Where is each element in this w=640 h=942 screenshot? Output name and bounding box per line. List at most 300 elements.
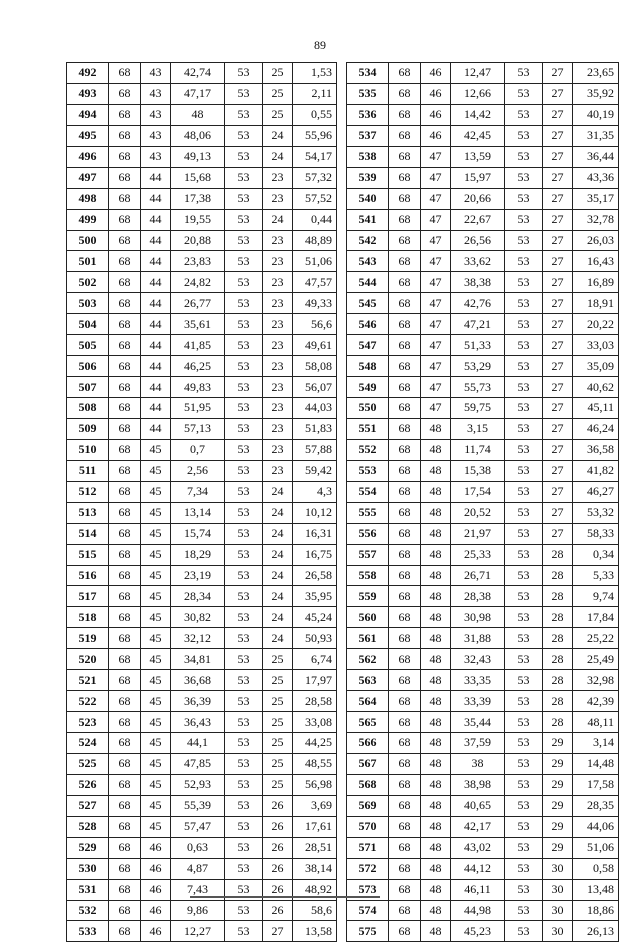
table-row xyxy=(347,167,619,188)
table-cell: 68 xyxy=(389,753,421,774)
table-cell: 18,91 xyxy=(573,293,619,314)
table-row xyxy=(67,167,337,188)
table-cell: 68 xyxy=(109,774,141,795)
table-cell: 68 xyxy=(109,858,141,879)
table-cell: 68 xyxy=(109,691,141,712)
table-cell: 49,61 xyxy=(293,335,337,356)
table-cell: 48 xyxy=(421,418,451,439)
point-number-cell: 557 xyxy=(347,544,389,565)
point-number-cell: 540 xyxy=(347,188,389,209)
table-row xyxy=(67,502,337,523)
table-row xyxy=(67,795,337,816)
point-number-cell: 563 xyxy=(347,670,389,691)
table-cell: 68 xyxy=(389,921,421,942)
table-cell: 57,13 xyxy=(171,418,225,439)
table-cell: 53 xyxy=(505,565,543,586)
point-number-cell: 533 xyxy=(67,921,109,942)
table-cell: 45 xyxy=(141,649,171,670)
table-cell: 53 xyxy=(505,691,543,712)
table-cell: 27 xyxy=(543,209,573,230)
table-cell: 25 xyxy=(263,753,293,774)
point-number-cell: 514 xyxy=(67,523,109,544)
table-cell: 68 xyxy=(389,460,421,481)
table-row xyxy=(347,188,619,209)
point-number-cell: 566 xyxy=(347,733,389,754)
table-cell: 26,71 xyxy=(451,565,505,586)
table-cell: 68 xyxy=(389,774,421,795)
table-cell: 53 xyxy=(505,104,543,125)
table-cell: 45 xyxy=(141,523,171,544)
table-cell: 29 xyxy=(543,733,573,754)
table-cell: 49,33 xyxy=(293,293,337,314)
table-cell: 25 xyxy=(263,774,293,795)
table-row xyxy=(67,460,337,481)
table-cell: 68 xyxy=(109,649,141,670)
point-number-cell: 505 xyxy=(67,335,109,356)
table-cell: 12,66 xyxy=(451,83,505,104)
table-cell: 22,67 xyxy=(451,209,505,230)
table-cell: 68 xyxy=(109,460,141,481)
table-cell: 45 xyxy=(141,460,171,481)
table-cell: 3,14 xyxy=(573,733,619,754)
table-cell: 38,14 xyxy=(293,858,337,879)
table-cell: 68 xyxy=(109,733,141,754)
table-cell: 53 xyxy=(505,837,543,858)
table-cell: 29 xyxy=(543,816,573,837)
table-cell: 23 xyxy=(263,377,293,398)
table-cell: 57,47 xyxy=(171,816,225,837)
point-number-cell: 501 xyxy=(67,251,109,272)
table-cell: 28 xyxy=(543,586,573,607)
table-cell: 53 xyxy=(505,628,543,649)
table-row xyxy=(347,837,619,858)
table-cell: 20,22 xyxy=(573,314,619,335)
table-cell: 24 xyxy=(263,146,293,167)
table-cell: 35,09 xyxy=(573,356,619,377)
point-number-cell: 503 xyxy=(67,293,109,314)
table-cell: 45 xyxy=(141,795,171,816)
table-cell: 53 xyxy=(225,335,263,356)
table-cell: 68 xyxy=(109,523,141,544)
table-cell: 68 xyxy=(389,398,421,419)
table-row xyxy=(347,649,619,670)
table-row xyxy=(347,418,619,439)
table-cell: 53 xyxy=(225,691,263,712)
table-cell: 24 xyxy=(263,125,293,146)
table-cell: 48 xyxy=(421,565,451,586)
table-row xyxy=(347,523,619,544)
point-number-cell: 494 xyxy=(67,104,109,125)
table-cell: 53 xyxy=(505,921,543,942)
table-cell: 48,55 xyxy=(293,753,337,774)
table-cell: 26 xyxy=(263,795,293,816)
point-number-cell: 547 xyxy=(347,335,389,356)
point-number-cell: 518 xyxy=(67,607,109,628)
table-cell: 68 xyxy=(389,83,421,104)
table-cell: 33,62 xyxy=(451,251,505,272)
point-number-cell: 507 xyxy=(67,377,109,398)
table-cell: 53 xyxy=(225,439,263,460)
table-cell: 48 xyxy=(421,670,451,691)
table-row xyxy=(67,188,337,209)
point-number-cell: 536 xyxy=(347,104,389,125)
table-cell: 68 xyxy=(389,795,421,816)
table-cell: 68 xyxy=(389,523,421,544)
table-cell: 45 xyxy=(141,586,171,607)
table-cell: 44 xyxy=(141,167,171,188)
table-cell: 68 xyxy=(389,628,421,649)
table-cell: 68 xyxy=(389,816,421,837)
point-number-cell: 502 xyxy=(67,272,109,293)
table-cell: 58,08 xyxy=(293,356,337,377)
table-cell: 47 xyxy=(421,146,451,167)
point-number-cell: 564 xyxy=(347,691,389,712)
table-row xyxy=(347,900,619,921)
table-cell: 0,7 xyxy=(171,439,225,460)
table-cell: 26,58 xyxy=(293,565,337,586)
table-cell: 53 xyxy=(505,63,543,84)
table-cell: 68 xyxy=(389,900,421,921)
table-cell: 68 xyxy=(389,691,421,712)
table-cell: 53 xyxy=(225,628,263,649)
table-cell: 68 xyxy=(389,356,421,377)
table-cell: 23 xyxy=(263,439,293,460)
table-cell: 45 xyxy=(141,733,171,754)
table-cell: 48 xyxy=(171,104,225,125)
table-cell: 53 xyxy=(225,272,263,293)
table-cell: 44 xyxy=(141,377,171,398)
table-cell: 27 xyxy=(543,230,573,251)
point-number-cell: 496 xyxy=(67,146,109,167)
table-cell: 23,19 xyxy=(171,565,225,586)
table-cell: 56,6 xyxy=(293,314,337,335)
page-bottom-edge xyxy=(190,896,380,898)
table-cell: 23 xyxy=(263,418,293,439)
table-cell: 30,98 xyxy=(451,607,505,628)
table-cell: 13,14 xyxy=(171,502,225,523)
table-cell: 30 xyxy=(543,879,573,900)
table-cell: 25 xyxy=(263,63,293,84)
table-cell: 42,45 xyxy=(451,125,505,146)
table-cell: 28 xyxy=(543,607,573,628)
table-cell: 36,39 xyxy=(171,691,225,712)
table-row xyxy=(67,209,337,230)
table-cell: 45 xyxy=(141,565,171,586)
table-cell: 43 xyxy=(141,146,171,167)
table-cell: 27 xyxy=(543,398,573,419)
table-cell: 28 xyxy=(543,565,573,586)
table-row xyxy=(347,125,619,146)
point-number-cell: 504 xyxy=(67,314,109,335)
table-cell: 45 xyxy=(141,544,171,565)
point-number-cell: 526 xyxy=(67,774,109,795)
table-cell: 55,73 xyxy=(451,377,505,398)
table-cell: 48 xyxy=(421,439,451,460)
table-cell: 44,98 xyxy=(451,900,505,921)
table-cell: 53 xyxy=(505,460,543,481)
point-number-cell: 553 xyxy=(347,460,389,481)
table-cell: 28,51 xyxy=(293,837,337,858)
table-cell: 53 xyxy=(505,753,543,774)
table-cell: 53 xyxy=(505,586,543,607)
table-cell: 4,3 xyxy=(293,481,337,502)
table-cell: 53 xyxy=(225,858,263,879)
table-cell: 28,34 xyxy=(171,586,225,607)
table-cell: 53 xyxy=(225,712,263,733)
table-cell: 23 xyxy=(263,335,293,356)
table-cell: 28 xyxy=(543,628,573,649)
table-row xyxy=(67,733,337,754)
table-row xyxy=(347,774,619,795)
table-cell: 48 xyxy=(421,460,451,481)
point-number-cell: 556 xyxy=(347,523,389,544)
table-cell: 68 xyxy=(109,921,141,942)
table-cell: 26 xyxy=(263,816,293,837)
table-cell: 68 xyxy=(109,439,141,460)
table-cell: 53 xyxy=(505,816,543,837)
table-cell: 26 xyxy=(263,837,293,858)
table-cell: 49,83 xyxy=(171,377,225,398)
table-cell: 27 xyxy=(543,460,573,481)
table-cell: 47 xyxy=(421,335,451,356)
table-row xyxy=(347,586,619,607)
point-number-cell: 497 xyxy=(67,167,109,188)
table-cell: 53 xyxy=(505,272,543,293)
table-row xyxy=(347,230,619,251)
table-cell: 53 xyxy=(225,586,263,607)
table-cell: 36,43 xyxy=(171,712,225,733)
table-cell: 45 xyxy=(141,481,171,502)
table-cell: 68 xyxy=(389,858,421,879)
table-cell: 53 xyxy=(505,774,543,795)
point-number-cell: 541 xyxy=(347,209,389,230)
table-cell: 28 xyxy=(543,670,573,691)
table-cell: 3,15 xyxy=(451,418,505,439)
table-cell: 43,36 xyxy=(573,167,619,188)
table-cell: 25 xyxy=(263,691,293,712)
table-row xyxy=(347,460,619,481)
point-number-cell: 508 xyxy=(67,398,109,419)
table-cell: 16,43 xyxy=(573,251,619,272)
table-cell: 25 xyxy=(263,104,293,125)
table-row xyxy=(347,398,619,419)
table-cell: 7,43 xyxy=(171,879,225,900)
table-cell: 68 xyxy=(389,335,421,356)
table-cell: 42,17 xyxy=(451,816,505,837)
table-cell: 68 xyxy=(389,649,421,670)
table-cell: 46 xyxy=(421,104,451,125)
table-cell: 24 xyxy=(263,544,293,565)
table-cell: 35,92 xyxy=(573,83,619,104)
table-cell: 68 xyxy=(389,251,421,272)
table-cell: 35,44 xyxy=(451,712,505,733)
table-cell: 68 xyxy=(389,209,421,230)
table-cell: 47,85 xyxy=(171,753,225,774)
table-cell: 53 xyxy=(225,398,263,419)
table-cell: 53 xyxy=(225,670,263,691)
table-cell: 53 xyxy=(505,230,543,251)
table-cell: 47 xyxy=(421,293,451,314)
table-cell: 27 xyxy=(543,439,573,460)
table-cell: 6,74 xyxy=(293,649,337,670)
table-cell: 44,12 xyxy=(451,858,505,879)
table-cell: 27 xyxy=(543,83,573,104)
table-cell: 68 xyxy=(389,377,421,398)
table-cell: 34,81 xyxy=(171,649,225,670)
table-cell: 26,03 xyxy=(573,230,619,251)
table-cell: 47,21 xyxy=(451,314,505,335)
table-cell: 53 xyxy=(505,544,543,565)
table-cell: 24,82 xyxy=(171,272,225,293)
table-cell: 12,47 xyxy=(451,63,505,84)
point-number-cell: 493 xyxy=(67,83,109,104)
table-cell: 0,34 xyxy=(573,544,619,565)
table-cell: 0,44 xyxy=(293,209,337,230)
table-cell: 53 xyxy=(225,125,263,146)
point-number-cell: 568 xyxy=(347,774,389,795)
table-cell: 68 xyxy=(389,607,421,628)
table-cell: 17,58 xyxy=(573,774,619,795)
table-cell: 35,61 xyxy=(171,314,225,335)
point-number-cell: 532 xyxy=(67,900,109,921)
table-cell: 28 xyxy=(543,712,573,733)
point-number-cell: 559 xyxy=(347,586,389,607)
table-cell: 23,83 xyxy=(171,251,225,272)
table-cell: 53 xyxy=(225,356,263,377)
table-cell: 68 xyxy=(109,146,141,167)
table-cell: 68 xyxy=(109,83,141,104)
table-cell: 27 xyxy=(543,418,573,439)
point-number-cell: 560 xyxy=(347,607,389,628)
table-row xyxy=(67,481,337,502)
table-row xyxy=(67,377,337,398)
table-cell: 53 xyxy=(505,670,543,691)
page-number: 89 xyxy=(314,38,326,52)
table-cell: 53 xyxy=(225,900,263,921)
point-number-cell: 565 xyxy=(347,712,389,733)
point-number-cell: 492 xyxy=(67,63,109,84)
table-cell: 53 xyxy=(505,314,543,335)
table-cell: 68 xyxy=(109,837,141,858)
table-cell: 68 xyxy=(109,293,141,314)
table-cell: 53 xyxy=(505,733,543,754)
table-cell: 47 xyxy=(421,188,451,209)
point-number-cell: 521 xyxy=(67,670,109,691)
point-number-cell: 542 xyxy=(347,230,389,251)
table-row xyxy=(347,565,619,586)
table-row xyxy=(347,314,619,335)
table-row xyxy=(67,774,337,795)
table-cell: 68 xyxy=(109,230,141,251)
point-number-cell: 569 xyxy=(347,795,389,816)
table-row xyxy=(67,230,337,251)
table-cell: 24 xyxy=(263,628,293,649)
table-cell: 48,92 xyxy=(293,879,337,900)
table-cell: 68 xyxy=(389,670,421,691)
table-cell: 46 xyxy=(141,837,171,858)
table-cell: 18,29 xyxy=(171,544,225,565)
table-cell: 68 xyxy=(109,272,141,293)
table-cell: 29 xyxy=(543,795,573,816)
table-cell: 68 xyxy=(389,104,421,125)
table-row xyxy=(67,398,337,419)
point-number-cell: 535 xyxy=(347,83,389,104)
table-cell: 31,88 xyxy=(451,628,505,649)
table-cell: 53 xyxy=(505,356,543,377)
table-cell: 3,69 xyxy=(293,795,337,816)
table-row xyxy=(67,439,337,460)
table-cell: 53 xyxy=(505,795,543,816)
table-cell: 46 xyxy=(421,83,451,104)
table-cell: 46 xyxy=(141,879,171,900)
table-row xyxy=(347,691,619,712)
table-row xyxy=(67,125,337,146)
table-row xyxy=(67,356,337,377)
table-cell: 44 xyxy=(141,418,171,439)
table-cell: 53 xyxy=(505,523,543,544)
table-cell: 53 xyxy=(225,921,263,942)
table-cell: 10,12 xyxy=(293,502,337,523)
table-cell: 36,58 xyxy=(573,439,619,460)
point-number-cell: 571 xyxy=(347,837,389,858)
table-cell: 44 xyxy=(141,314,171,335)
point-number-cell: 499 xyxy=(67,209,109,230)
table-cell: 25 xyxy=(263,712,293,733)
table-cell: 25,49 xyxy=(573,649,619,670)
table-cell: 11,74 xyxy=(451,439,505,460)
table-cell: 29 xyxy=(543,774,573,795)
table-cell: 53 xyxy=(225,146,263,167)
table-cell: 68 xyxy=(109,188,141,209)
table-cell: 23 xyxy=(263,293,293,314)
point-number-cell: 509 xyxy=(67,418,109,439)
table-row xyxy=(67,523,337,544)
table-row xyxy=(67,816,337,837)
table-cell: 47,17 xyxy=(171,83,225,104)
table-row xyxy=(67,83,337,104)
table-cell: 40,19 xyxy=(573,104,619,125)
table-cell: 26,56 xyxy=(451,230,505,251)
table-cell: 53 xyxy=(505,125,543,146)
table-row xyxy=(347,502,619,523)
point-number-cell: 519 xyxy=(67,628,109,649)
table-cell: 38,98 xyxy=(451,774,505,795)
table-cell: 28 xyxy=(543,691,573,712)
table-cell: 48 xyxy=(421,879,451,900)
coordinates-table-right xyxy=(346,62,619,942)
table-cell: 48 xyxy=(421,900,451,921)
table-cell: 18,86 xyxy=(573,900,619,921)
table-cell: 53 xyxy=(505,398,543,419)
table-cell: 47 xyxy=(421,167,451,188)
point-number-cell: 516 xyxy=(67,565,109,586)
table-cell: 53,29 xyxy=(451,356,505,377)
table-cell: 53 xyxy=(505,167,543,188)
point-number-cell: 552 xyxy=(347,439,389,460)
table-cell: 46 xyxy=(421,125,451,146)
point-number-cell: 537 xyxy=(347,125,389,146)
table-cell: 68 xyxy=(389,293,421,314)
table-cell: 30 xyxy=(543,858,573,879)
table-cell: 27 xyxy=(543,63,573,84)
table-cell: 68 xyxy=(389,188,421,209)
table-row xyxy=(347,816,619,837)
table-cell: 53 xyxy=(225,418,263,439)
table-cell: 59,42 xyxy=(293,460,337,481)
point-number-cell: 575 xyxy=(347,921,389,942)
table-cell: 17,61 xyxy=(293,816,337,837)
table-cell: 44,06 xyxy=(573,816,619,837)
